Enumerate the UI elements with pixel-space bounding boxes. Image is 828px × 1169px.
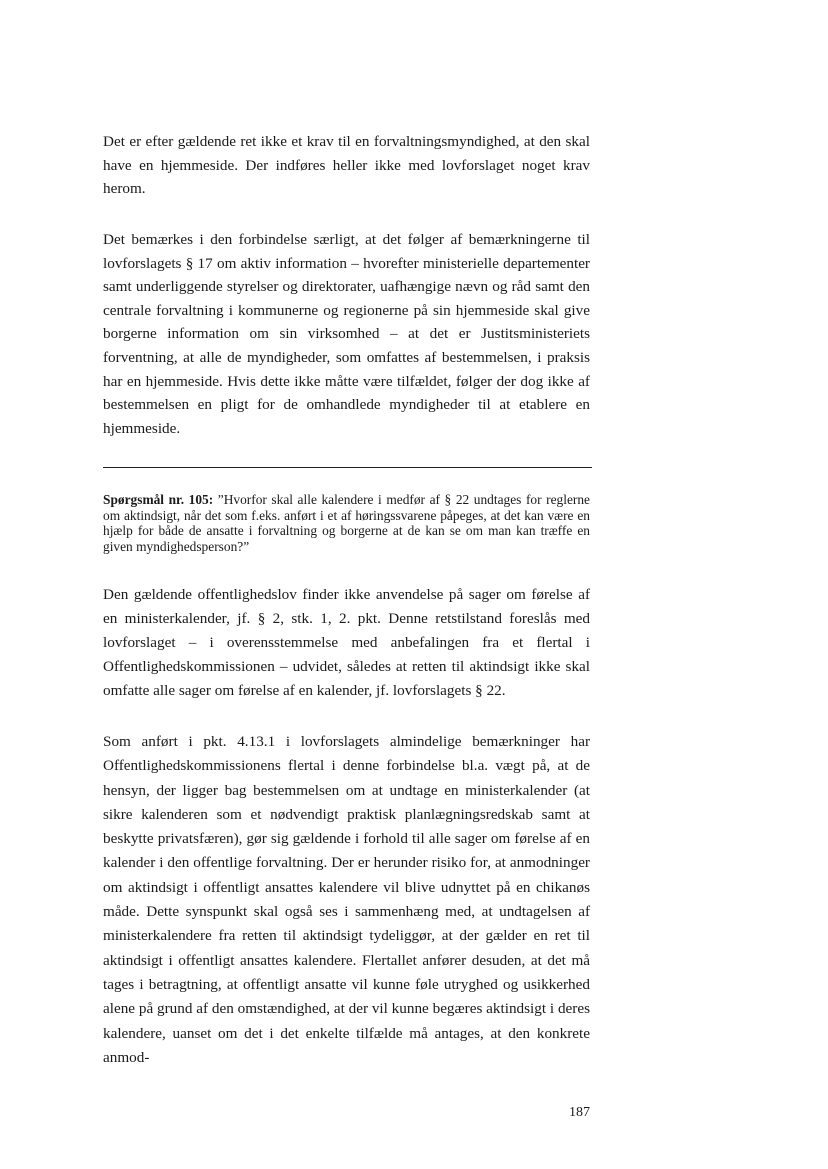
question-block [103,492,590,554]
body-paragraph: Det er efter gældende ret ikke et krav til en forvaltningsmyndighed, at den skal have en hjemmeside. Der indføres heller ikke med lovforslaget noget krav herom. [103,133,590,198]
page-number: 187 [569,1105,590,1120]
section-divider [103,467,592,468]
question-label: Spørgsmål nr. 105: [103,492,214,507]
answer-paragraph: Den gældende offentlighedslov finder ikke anvendelse på sager om førelse af en ministerkalender, jf. § 2, stk. 1, 2. pkt. Denne retstilstand foreslås med lovforslaget – i overensstemmelse med anbefalingen fra et flertal i Offentlighedskommissionen – udvidet, således at retten til aktindsigt ikke skal omfatte alle sager om førelse af en kalender, jf. lovforslagets § 22. [103,586,590,699]
answer-paragraph: Som anført i pkt. 4.13.1 i lovforslagets almindelige bemærkninger har Offentlighedskommissionens flertal i denne forbindelse bl.a. vægt på, at de hensyn, der ligger bag bestemmelsen om at undtage en ministerkalender (at sikre kalenderen som et nødvendigt praktisk planlægningsredskab samt at beskytte privatsfæren), gør sig gældende i forhold til alle sager om førelse af en kalender i den offentlige forvaltning. Der er herunder risiko for, at anmodninger om aktindsigt i offentligt ansattes kalendere vil blive udnyttet på en chikanøs måde. Dette synspunkt skal også ses i sammenhæng med, at undtagelsen af ministerkalendere fra retten til aktindsigt tydeliggør, at der gælder en ret til aktindsigt i offentligt ansattes kalendere. Flertallet anfører desuden, at det må tages i betragtning, at offentligt ansatte vil kunne føle utryghed og usikkerhed alene på grund af den omstændighed, at der vil kunne begæres aktindsigt i deres kalendere, uanset om det i det enkelte tilfælde må antages, at den konkrete anmod- [103,733,590,1066]
body-paragraph: Det bemærkes i den forbindelse særligt, at det følger af bemærkningerne til lovforslagets § 17 om aktiv information – hvorefter ministerielle departementer samt underliggende styrelser og direktorater, uafhængige nævn og råd samt den centrale forvaltning i kommunerne og regionerne på sin hjemmeside skal give borgerne information om sin virksomhed – at det er Justitsministeriets forventning, at alle de myndigheder, som omfattes af bestemmelsen, i praksis har en hjemmeside. Hvis dette ikke måtte være tilfældet, følger der dog ikke af bestemmelsen en pligt for de omhandlede myndigheder til at etablere en hjemmeside. [103,231,590,437]
question-text: ”Hvorfor skal alle kalendere i medfør af § 22 undtages for reglerne om aktindsigt, når det som f.eks. anført i et af høringssvarene påpeges, at det kan være en hjælp for både de ansatte i forvaltning og borgerne at de kan se om man kan træffe en given myndighedsperson?” [103,492,590,554]
